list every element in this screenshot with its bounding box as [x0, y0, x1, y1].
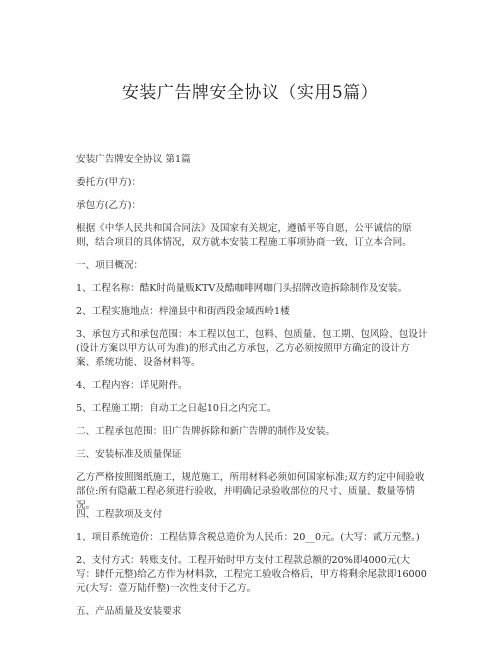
- section-heading: 安装广告牌安全协议 第1篇: [76, 154, 191, 165]
- section-heading: 五、产品质量及安装要求: [76, 606, 182, 617]
- section-heading: 一、项目概况：: [76, 260, 144, 271]
- section-heading: 四、工程款项及支付: [76, 509, 163, 520]
- clause-paragraph: 1、工程名称：酷K时尚量贩KTV及酷咖啡网咖门头招牌改造拆除制作及安装。: [76, 283, 408, 294]
- clause-paragraph: 2、工程实施地点：梓潼县中和街西段金域西岭1楼: [76, 306, 290, 317]
- clause-paragraph: 乙方严格按照图纸施工，规范施工，所用材料必须如何国家标准;双方约定中间验收部位:所有隐蔽工程必须进行验收，并明确记录验收部位的尺寸、质量、数量等情况。: [76, 472, 425, 511]
- section-heading: 二、工程承包范围：旧广告牌拆除和新广告牌的制作及安装。: [76, 426, 336, 437]
- party-b-line: 承包方(乙方)：: [76, 200, 142, 211]
- clause-paragraph: 5、工程施工期：自动工之日起10日之内完工。: [76, 403, 277, 414]
- clause-paragraph: 4、工程内容：详见附件。: [76, 380, 188, 391]
- clause-paragraph: 2、支付方式：转账支付。工程开始时甲方支付工程款总额的20%即4000元(大写：肆仟元整)给乙方作为材料款，工程完工验收合格后，甲方将剩余尾款即16000元(大写：壹万陆仟整)一次性支付于乙方。: [76, 555, 427, 594]
- section-heading: 三、安装标准及质量保证: [76, 449, 182, 460]
- clause-paragraph: 3、承包方式和承包范围：本工程以包工、包料、包质量、包工期、包风险、包设计(设计方案以甲方认可为准)的形式由乙方承包，乙方必须按照甲方确定的设计方案、系统功能、设备材料等。: [76, 329, 428, 368]
- clause-paragraph: 1、项目系统造价：工程估算含税总造价为人民币：20__0元。(大写：贰万元整。): [76, 532, 420, 543]
- preamble-paragraph: 根据《中华人民共和国合同法》及国家有关规定，遵循平等自愿，公平诚信的原则，结合项目的具体情况，双方就本安装工程施工事项协商一致，订立本合同。: [76, 223, 412, 248]
- document-title: 安装广告牌安全协议（实用5篇）: [121, 83, 379, 103]
- party-a-line: 委托方(甲方)：: [76, 177, 142, 188]
